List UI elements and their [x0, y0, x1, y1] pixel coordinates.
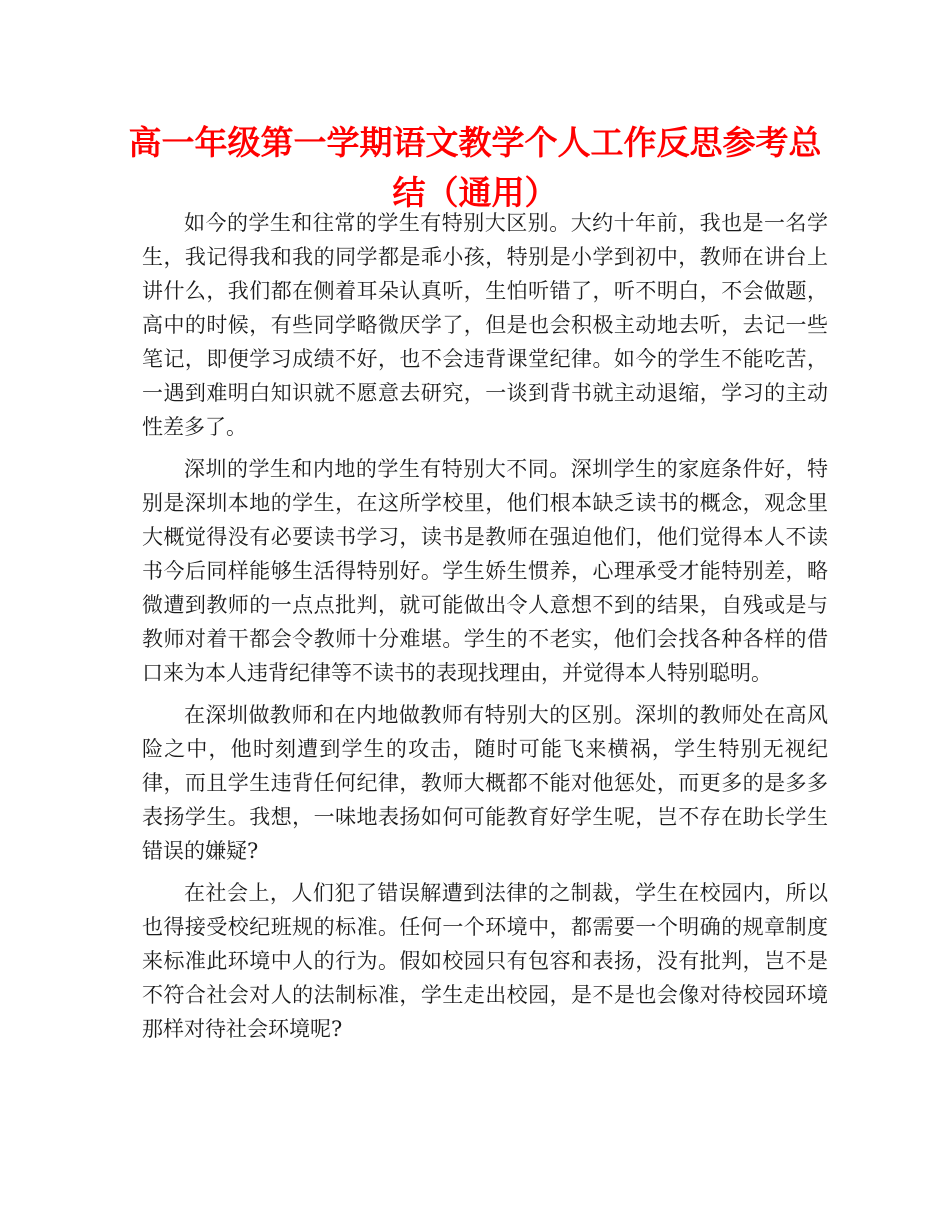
- document-title: 高一年级第一学期语文教学个人工作反思参考总结（通用）: [128, 123, 822, 212]
- paragraph-4: 在社会上，人们犯了错误解遭到法律的之制裁，学生在校园内，所以也得接受校纪班规的标准。任何一个环境中，都需要一个明确的规章制度来标准此环境中人的行为。假如校园只有包容和表扬，没有批判，岂不是不符合社会对人的法制标准，学生走出校园，是不是也会像对待校园环境那样对待社会环境呢?: [142, 881, 828, 1041]
- paragraph-1: 如今的学生和往常的学生有特别大区别。大约十年前，我也是一名学生，我记得我和我的同学都是乖小孩，特别是小学到初中，教师在讲台上讲什么，我们都在侧着耳朵认真听，生怕听错了，听不明白，不会做题，高中的时候，有些同学略微厌学了，但是也会积极主动地去听，去记一些笔记，即便学习成绩不好，也不会违背课堂纪律。如今的学生不能吃苦，一遇到难明白知识就不愿意去研究，一谈到背书就主动退缩，学习的主动性差多了。: [142, 211, 828, 439]
- paragraph-2: 深圳的学生和内地的学生有特别大不同。深圳学生的家庭条件好，特别是深圳本地的学生，在这所学校里，他们根本缺乏读书的概念，观念里大概觉得没有必要读书学习，读书是教师在强迫他们，他们觉得本人不读书今后同样能够生活得特别好。学生娇生惯养，心理承受才能特别差，略微遭到教师的一点点批判，就可能做出令人意想不到的结果，自残或是与教师对着干都会令教师十分难堪。学生的不老实，他们会找各种各样的借口来为本人违背纪律等不读书的表现找理由，并觉得本人特别聪明。: [142, 457, 828, 685]
- paragraph-3: 在深圳做教师和在内地做教师有特别大的区别。深圳的教师处在高风险之中，他时刻遭到学生的攻击，随时可能飞来横祸，学生特别无视纪律，而且学生违背任何纪律，教师大概都不能对他惩处，而更多的是多多表扬学生。我想，一味地表扬如何可能教育好学生呢，岂不存在助长学生错误的嫌疑?: [142, 703, 828, 863]
- document-body: [142, 206, 828, 1054]
